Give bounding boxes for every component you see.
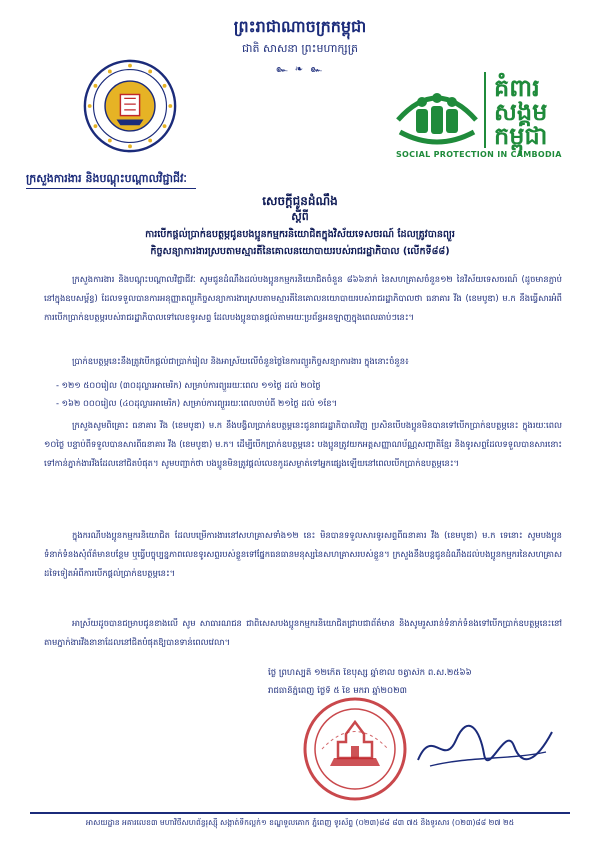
notice-title-line-1: ការបើកផ្តល់ប្រាក់ឧបត្ថម្ភជូនបងប្អូនកម្មករនិយោជិតក្នុងវិស័យទេសចរណ៍ ដែលត្រូវបានព្យួរ (145, 229, 455, 240)
nssf-caption: SOCIAL PROTECTION IN CAMBODIA (396, 150, 562, 159)
nssf-social-protection-logo (392, 68, 582, 160)
official-stamp (300, 694, 410, 804)
handwritten-signature (410, 716, 560, 776)
paragraph-3: ក្រសួងសូមពិគ្រោះ ធនាគារ វីង (ខេមបូឌា) ម.ក នឹងបង្វិលប្រាក់ឧបត្ថម្ភនេះជូនរាជរដ្ឋាភិបាលវិញ ប្រសិនបើបងប្អូនមិនបានទៅបើកប្រាក់ឧបត្ថម្ភនេះ ក្នុងរយៈពេល ១០ថ្ងៃ បន្ទាប់ពីទទួលបានសារពីធនាគារ វីង (ខេមបូឌា) ម.ក។ ដើម្បីបើកប្រាក់ឧបត្ថម្ភនេះ បងប្អូនត្រូវយកអត្តសញ្ញាណប័ណ្ណសញ្ជាតិខ្មែរ និងទូរសព្ទដែលទទួលបានសារនោះ ទៅកាន់ភ្នាក់ងារវីងដែលនៅជិតបំផុត។ សូមបញ្ជាក់ថា បងប្អូនមិនត្រូវផ្តល់លេខកូដសម្ងាត់ទៅអ្នកផ្សេងឡើយនៅពេលបើកប្រាក់ឧបត្ថម្ភនេះ។ (44, 420, 562, 468)
paragraph-5: អាស្រ័យដូចបានជម្រាបជូនខាងលើ សូម សាធារណជន ជាពិសេសបងប្អូនកម្មករនិយោជិតជ្រាបជាព័ត៌មាន និងសូមរួសរាន់ទំនាក់ទំនងទៅបើកប្រាក់ឧបត្ថម្ភនេះនៅតាមភ្នាក់ងារវីងនានាដែលនៅជិតបំផុតឱ្យបានទាន់ពេលវេលា។ (44, 618, 562, 647)
paragraph-2: ប្រាក់ឧបត្ថម្ភនេះនឹងត្រូវបើកផ្តល់ជាប្រាក់រៀល និងអាស្រ័យលើចំនួនថ្ងៃនៃការព្យួរកិច្ចសន្យាការងារ ក្នុងនោះចំនួន៖ (72, 356, 409, 366)
national-motto: ជាតិ សាសនា ព្រះមហាក្សត្រ (242, 42, 358, 55)
bullet-2: - ១៦២ ០០០រៀល (៤០ដុល្លារអាមេរិក) សម្រាប់ការព្យួររយៈពេលចាប់ពី ២១ថ្ងៃ ដល់ ១ខែ។ (56, 398, 338, 408)
lunar-date: ថ្ងៃ ព្រហស្បតិ៍ ១២កើត ខែបុស្ស ឆ្នាំខាល ចត្វាស័ក ព.ស.២៥៦៦ (268, 668, 472, 678)
paragraph-1: ក្រសួងការងារ និងបណ្តុះបណ្តាលវិជ្ជាជីវៈ សូមជូនដំណឹងដល់បងប្អូនកម្មករនិយោជិតចំនួន ៨៦៦នាក់ នៃសហគ្រាសចំនួន១២ នៃវិស័យទេសចរណ៍ (ដូចមានភ្ជាប់នៅក្នុងឧបសម្ព័ន្ធ) ដែលទទួលបានការអនុញ្ញាតព្យួរកិច្ចសន្យាការងារស្របតាមស្មារតីនៃគោលនយោបាយរបស់រាជរដ្ឋាភិបាលថា ធនាគារ វីង (ខេមបូឌា) ម.ក នឹងធ្វើសារអំពីការបើកប្រាក់ឧបត្ថម្ភរបស់រាជរដ្ឋាភិបាលទៅលេខទូរសព្ទ ដែលបងប្អូនបានផ្តល់តាមរយៈប្រព័ន្ធអនឡាញក្នុងពេលឆាប់ៗនេះ។ (44, 274, 562, 322)
ministry-seal-logo (82, 58, 178, 154)
footer-address: អាសយដ្ឋាន អគារលេខ៣ មហាវិថីសហព័ន្ធរុស្ស៊ី សង្កាត់ទឹកល្អក់១ ខណ្ឌទួលគោក ភ្នំពេញ ទូរស័ព្ទ (០២៣)៨៨ ៨៣ ៧៥ និងទូរសារ (០២៣)៨៨ ២៧ ២៥ (85, 818, 515, 827)
nssf-logo-text-1: គំពារ (494, 74, 540, 102)
footer-divider (30, 812, 570, 814)
notice-title-line-2: កិច្ចសន្យាការងារស្របតាមស្មារតីនៃគោលនយោបាយរបស់រាជរដ្ឋាភិបាល (លើកទី៨៨) (150, 246, 450, 257)
notice-heading: សេចក្តីជូនដំណឹង (262, 194, 338, 208)
kingdom-title: ព្រះរាជាណាចក្រកម្ពុជា (233, 17, 367, 36)
place-and-date: រាជធានីភ្នំពេញ ថ្ងៃទី ៥ ខែ មករា ឆ្នាំ២០២៣ (268, 686, 407, 696)
notice-subheading: ស្តីពី (291, 210, 309, 223)
paragraph-4: ក្នុងករណីបងប្អូនកម្មករនិយោជិត ដែលបម្រើការងារនៅសហគ្រាសទាំង១២ នេះ មិនបានទទួលសារទូរសព្ទពីធនាគារ វីង (ខេមបូឌា) ម.ក ទេនោះ សូមបងប្អូនទំនាក់ទំនងសុំព័ត៌មានបន្ថែម ឬធ្វើបច្ចុប្បន្នភាពលេខទូរសព្ទរបស់ខ្លួនទៅផ្នែកធនធានមនុស្សនៃសហគ្រាសរបស់ខ្លួន។ ក្រសួងនឹងបន្តជូនដំណឹងដល់បងប្អូនកម្មករនៃសហគ្រាសដទៃទៀតអំពីការបើកផ្តល់ប្រាក់ឧបត្ថម្ភនេះ។ (44, 530, 562, 578)
bullet-1: - ១២១ ៥០០រៀល (៣០ដុល្លារអាមេរិក) សម្រាប់ការព្យួររយៈពេល ១១ថ្ងៃ ដល់ ២០ថ្ងៃ (56, 380, 321, 390)
ministry-underline (26, 188, 196, 189)
nssf-logo-text-2: សង្គម (494, 98, 548, 126)
ministry-name: ក្រសួងការងារ និងបណ្តុះបណ្តាលវិជ្ជាជីវៈ (26, 172, 187, 185)
motto-ornament: ๛ ❧ ๛ (276, 64, 324, 75)
nssf-logo-text-3: កម្ពុជា (494, 122, 548, 150)
